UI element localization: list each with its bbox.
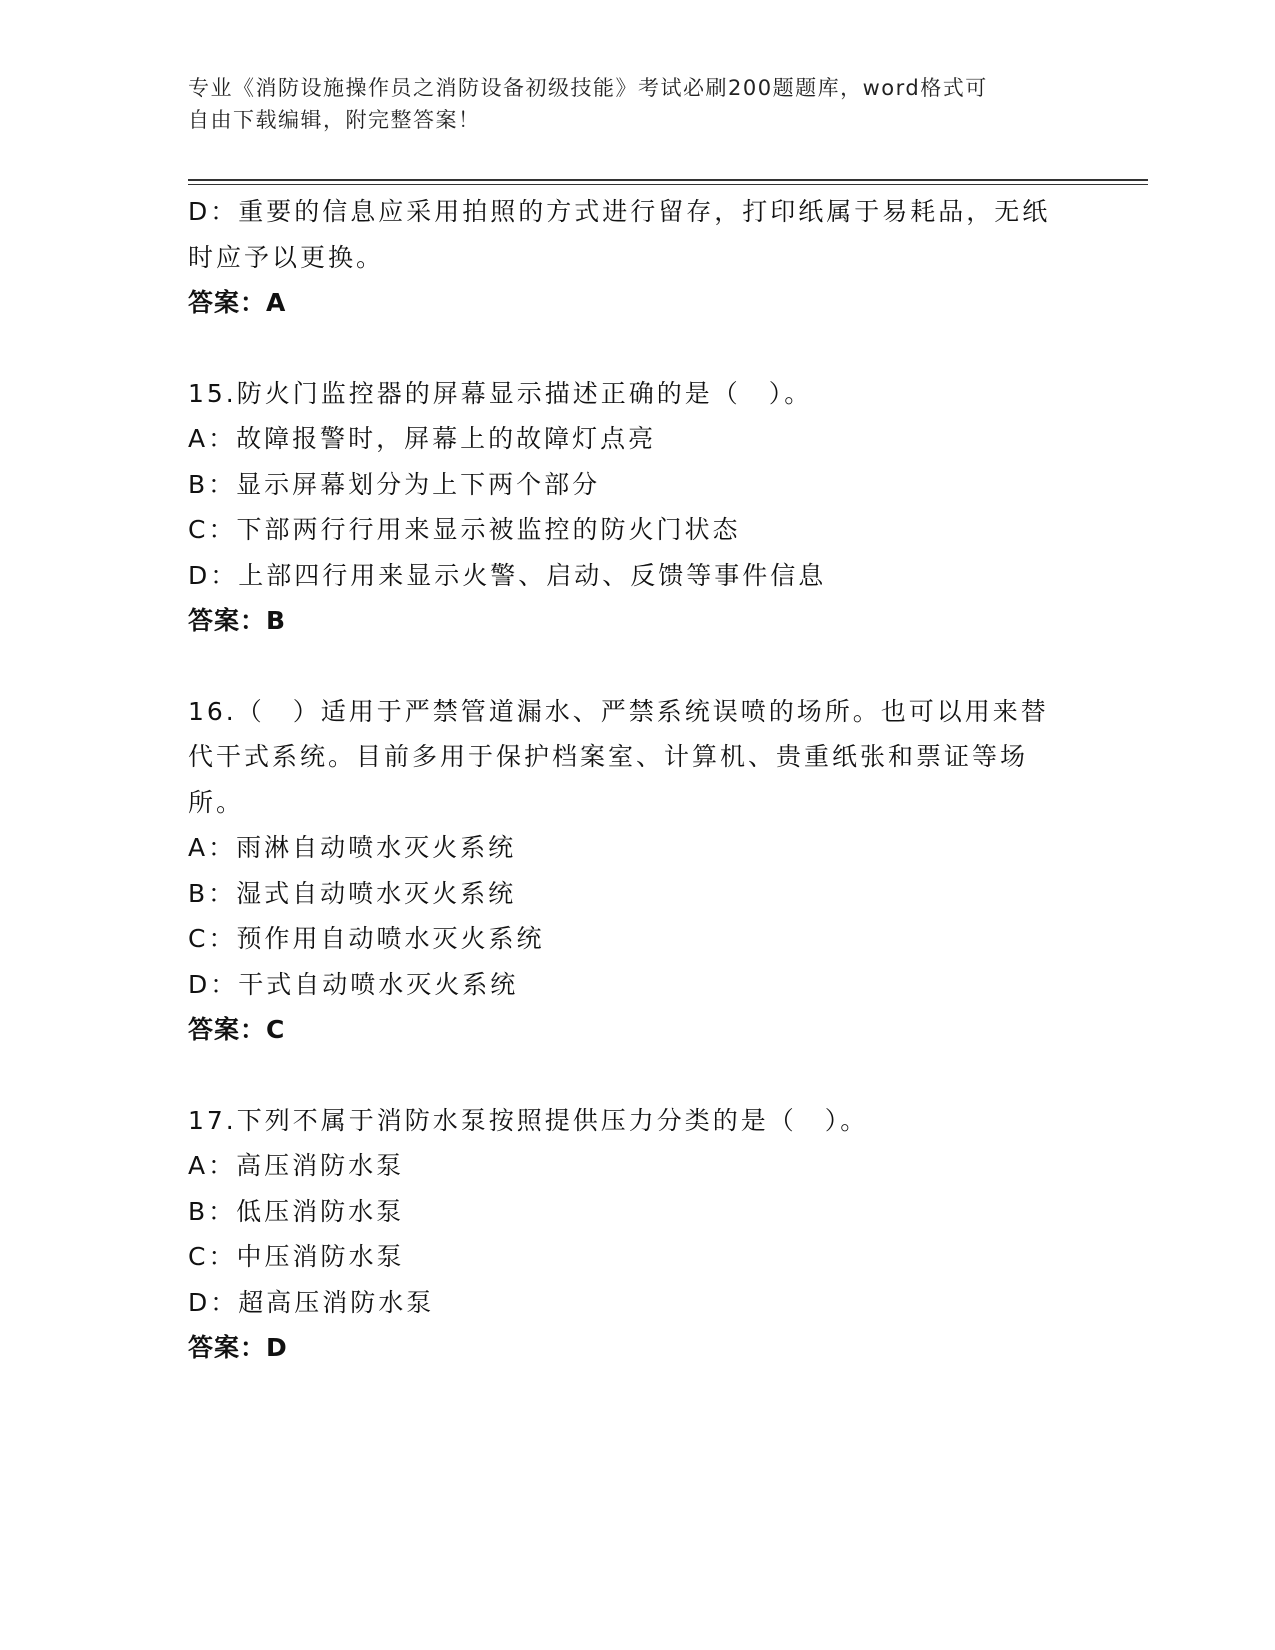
option-b: B：湿式自动喷水灭火系统 [188,878,517,908]
spacer [188,644,1088,689]
question-block-15 [188,371,1088,644]
option-c: C：中压消防水泵 [188,1242,405,1271]
answer-line: 答案：B [188,606,287,635]
question-block-17 [188,1098,1088,1371]
option-d-continued: 时应予以更换。 [188,242,385,272]
option-c: C：下部两行行用来显示被监控的防火门状态 [188,515,741,544]
option-a: A：故障报警时，屏幕上的故障灯点亮 [188,424,657,453]
option-a: A：高压消防水泵 [188,1151,405,1180]
option-b: B：显示屏幕划分为上下两个部分 [188,469,601,499]
option-d: D：超高压消防水泵 [188,1287,435,1317]
spacer [188,1053,1088,1098]
spacer [188,326,1088,371]
question-text-line-2: 代干式系统。目前多用于保护档案室、计算机、贵重纸张和票证等场 [188,742,1029,771]
option-d: D：干式自动喷水灭火系统 [188,969,519,999]
option-d: D：重要的信息应采用拍照的方式进行留存，打印纸属于易耗品，无纸 [188,197,1051,226]
question-block-16 [188,689,1088,1053]
header-divider-thin [188,184,1148,185]
option-c: C：预作用自动喷水灭火系统 [188,924,545,953]
page-header [188,72,1088,136]
question-text: 17.下列不属于消防水泵按照提供压力分类的是（ ）。 [188,1105,869,1135]
option-b: B：低压消防水泵 [188,1196,405,1226]
option-a: A：雨淋自动喷水灭火系统 [188,833,517,862]
question-text: 15.防火门监控器的屏幕显示描述正确的是（ ）。 [188,378,813,408]
option-d: D：上部四行用来显示火警、启动、反馈等事件信息 [188,560,827,590]
question-block-14 [188,189,1088,326]
header-line-1: 专业《消防设施操作员之消防设备初级技能》考试必刷200题题库，word格式可 [188,76,988,100]
answer-line: 答案：C [188,1015,286,1044]
question-text-line-3: 所。 [188,787,245,817]
document-body [188,189,1088,1371]
header-line-2: 自由下载编辑，附完整答案！ [188,108,481,132]
answer-line: 答案：D [188,1333,288,1362]
header-divider-thick [188,179,1148,181]
question-text-line-1: 16.（ ）适用于严禁管道漏水、严禁系统误喷的场所。也可以用来替 [188,696,1049,726]
answer-line: 答案：A [188,288,287,317]
